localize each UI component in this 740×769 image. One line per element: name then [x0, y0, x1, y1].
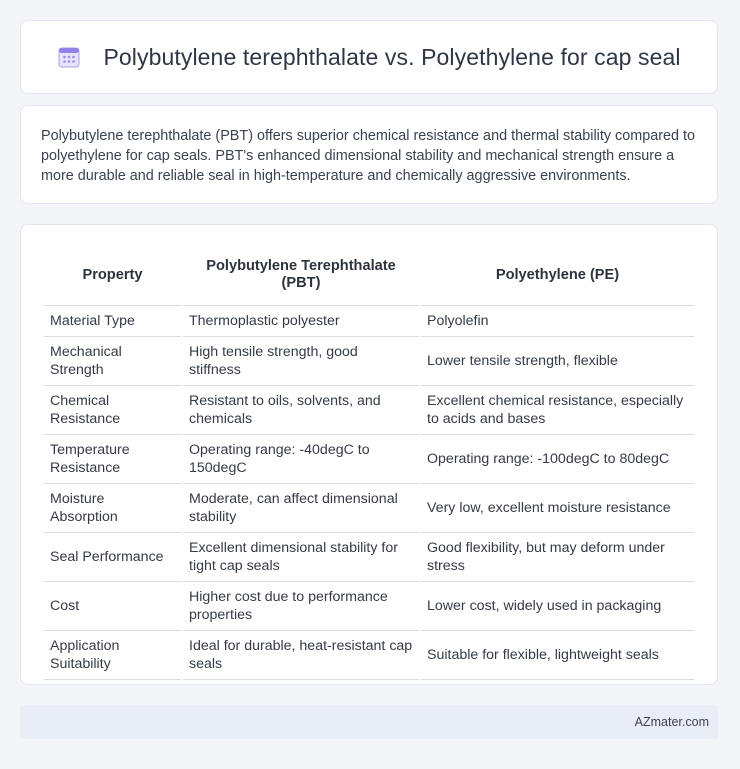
cell-pbt: Moderate, can affect dimensional stability [183, 484, 419, 533]
table-row [44, 435, 694, 484]
cell-property: Chemical Resistance [44, 386, 181, 435]
cell-pe: Lower cost, widely used in packaging [421, 582, 694, 631]
calendar-grid-icon [57, 45, 81, 69]
cell-pbt: Excellent dimensional stability for tight cap seals [183, 533, 419, 582]
cell-property: Moisture Absorption [44, 484, 181, 533]
summary-card [20, 105, 718, 204]
table-row [44, 582, 694, 631]
title-card [20, 20, 718, 94]
cell-property: Cost [44, 582, 181, 631]
table-row [44, 484, 694, 533]
table-row [44, 533, 694, 582]
table-row [44, 386, 694, 435]
cell-pe: Excellent chemical resistance, especially to acids and bases [421, 386, 694, 435]
table-row [44, 631, 694, 680]
footer-brand-link[interactable]: AZmater.com [634, 715, 709, 729]
header-pbt: Polybutylene Terephthalate (PBT) [183, 245, 419, 306]
header-property: Property [44, 245, 181, 306]
header-pe: Polyethylene (PE) [421, 245, 694, 306]
comparison-table [42, 245, 696, 680]
cell-property: Seal Performance [44, 533, 181, 582]
cell-pe: Good flexibility, but may deform under stress [421, 533, 694, 582]
cell-pbt: Ideal for durable, heat-resistant cap seals [183, 631, 419, 680]
cell-pe: Polyolefin [421, 306, 694, 337]
table-row [44, 337, 694, 386]
comparison-table-card [20, 224, 718, 685]
summary-text: Polybutylene terephthalate (PBT) offers superior chemical resistance and thermal stability compared to polyethylene for cap seals. PBT's enhanced dimensional stability and mechanical strength ensure a more durable and reliable seal in high-temperature and chemically aggressive environments. [41, 128, 696, 184]
page-title: Polybutylene terephthalate vs. Polyethylene for cap seal [103, 43, 681, 70]
table-row [44, 306, 694, 337]
cell-pbt: High tensile strength, good stiffness [183, 337, 419, 386]
cell-property: Temperature Resistance [44, 435, 181, 484]
cell-pe: Suitable for flexible, lightweight seals [421, 631, 694, 680]
cell-pbt: Operating range: -40degC to 150degC [183, 435, 419, 484]
footer [20, 705, 718, 739]
cell-property: Mechanical Strength [44, 337, 181, 386]
table-header-row [44, 245, 694, 306]
cell-pe: Operating range: -100degC to 80degC [421, 435, 694, 484]
cell-pbt: Thermoplastic polyester [183, 306, 419, 337]
cell-pe: Very low, excellent moisture resistance [421, 484, 694, 533]
cell-pbt: Resistant to oils, solvents, and chemicals [183, 386, 419, 435]
cell-pe: Lower tensile strength, flexible [421, 337, 694, 386]
cell-property: Application Suitability [44, 631, 181, 680]
cell-property: Material Type [44, 306, 181, 337]
cell-pbt: Higher cost due to performance properties [183, 582, 419, 631]
